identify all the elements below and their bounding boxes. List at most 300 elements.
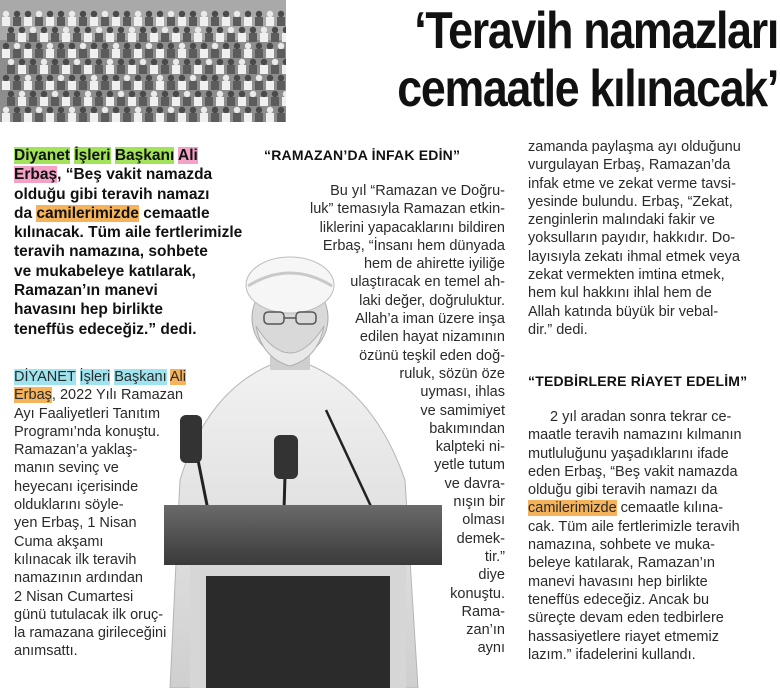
col2-line-23: konuştu. — [450, 585, 505, 602]
crowd-figure-body — [150, 97, 158, 106]
crowd-figure-body — [106, 65, 114, 74]
crowd-figure-body — [123, 49, 131, 58]
crowd-figure — [113, 75, 119, 81]
crowd-figure — [245, 11, 251, 17]
crowd-figure — [162, 27, 168, 33]
col1-line-12: günü tutulacak ilk oruç- — [14, 606, 164, 623]
col1-line-8: Cuma akşamı — [14, 533, 104, 550]
col3-bottom-line-5: olduğu gibi teravih namazı da — [528, 482, 718, 499]
crowd-figure-body — [277, 49, 285, 58]
lead-word-baskani: Başkanı — [114, 147, 175, 164]
col2-line-19: olması — [462, 512, 505, 529]
crowd-figure-body — [282, 97, 286, 106]
crowd-figure — [85, 91, 91, 97]
crowd-figure-body — [194, 65, 202, 74]
crowd-figure — [140, 59, 146, 65]
crowd-figure — [261, 91, 267, 97]
crowd-figure — [278, 43, 284, 49]
crowd-figure-body — [46, 17, 54, 26]
crowd-figure — [135, 107, 141, 113]
col2-subhead: “RAMAZAN’DA İNFAK EDİN” — [264, 147, 461, 163]
col2-line-20: demek- — [456, 530, 505, 547]
crowd-figure — [124, 107, 130, 113]
crowd-figure-body — [13, 113, 21, 122]
crowd-figure-body — [277, 81, 285, 90]
crowd-figure — [47, 11, 53, 17]
crowd-figure-body — [238, 97, 246, 106]
crowd-figure-body — [200, 81, 208, 90]
col1-line-4: manın sevinç ve — [14, 460, 119, 477]
crowd-figure-body — [222, 113, 230, 122]
crowd-figure — [272, 59, 278, 65]
col2-line-10: özünü teşkil eden doğ- — [359, 347, 505, 364]
col3-top-line-11: dir.” dedi. — [528, 321, 588, 338]
crowd-figure-body — [222, 17, 230, 26]
crowd-figure-body — [266, 17, 274, 26]
crowd-figure — [278, 107, 284, 113]
crowd-figure-body — [266, 113, 274, 122]
crowd-figure-body — [117, 97, 125, 106]
crowd-figure — [179, 43, 185, 49]
crowd-figure — [30, 91, 36, 97]
crowd-figure — [36, 43, 42, 49]
crowd-figure-body — [101, 113, 109, 122]
col3-top-line-9: hem kul hakkını ihlal hem de — [528, 285, 712, 302]
crowd-figure — [190, 75, 196, 81]
crowd-figure-body — [249, 97, 257, 106]
crowd-figure-body — [139, 33, 147, 42]
crowd-figure — [256, 75, 262, 81]
col3-top-line-5: zenginlerin malındaki fakir ve — [528, 212, 715, 229]
col3-top-line-7: layısıyla zekatı ihmal etmek veya — [528, 248, 740, 265]
crowd-figure — [206, 27, 212, 33]
crowd-figure-body — [123, 81, 131, 90]
lead-line-9: teneffüs edeceğiz.” dedi. — [14, 320, 197, 338]
crowd-figure-body — [189, 81, 197, 90]
crowd-figure-body — [255, 113, 263, 122]
crowd-figure — [206, 59, 212, 65]
crowd-figure — [96, 27, 102, 33]
crowd-figure-body — [128, 33, 136, 42]
crowd-figure-body — [68, 113, 76, 122]
crowd-figure — [41, 91, 47, 97]
crowd-figure — [124, 75, 130, 81]
crowd-figure — [85, 27, 91, 33]
crowd-figure — [179, 107, 185, 113]
crowd-figure-body — [271, 97, 279, 106]
crowd-figure — [245, 43, 251, 49]
crowd-figure-body — [178, 113, 186, 122]
crowd-figure — [173, 27, 179, 33]
crowd-figure-body — [222, 81, 230, 90]
col2-line-25: zan’ın — [466, 622, 505, 639]
crowd-figure-body — [35, 49, 43, 58]
crowd-figure — [168, 43, 174, 49]
crowd-figure-body — [29, 33, 37, 42]
crowd-figure-body — [35, 81, 43, 90]
crowd-figure-body — [13, 49, 21, 58]
col2-lines — [255, 182, 505, 658]
col3-highlight-camilerimizde: camilerimizde — [528, 500, 617, 517]
headline — [360, 2, 778, 118]
crowd-figure — [47, 75, 53, 81]
crowd-figure — [124, 43, 130, 49]
col2-line-14: bakımından — [429, 420, 505, 437]
crowd-figure — [245, 75, 251, 81]
crowd-figure-body — [189, 17, 197, 26]
crowd-figure-body — [106, 33, 114, 42]
crowd-figure-body — [117, 65, 125, 74]
crowd-figure — [135, 11, 141, 17]
crowd-figure — [168, 75, 174, 81]
crowd-figure — [102, 107, 108, 113]
crowd-figure-body — [244, 113, 252, 122]
crowd-figure — [184, 59, 190, 65]
crowd-figure-body — [90, 81, 98, 90]
crowd-figure-body — [260, 65, 268, 74]
crowd-figure-body — [57, 81, 65, 90]
crowd-figure-body — [2, 81, 10, 90]
crowd-figure-body — [68, 49, 76, 58]
crowd-figure — [113, 107, 119, 113]
crowd-figure — [212, 107, 218, 113]
col1-line-7: yen Erbaş, 1 Nisan — [14, 515, 137, 532]
lead-word-erbas: Erbaş — [14, 166, 58, 184]
crowd-figure-body — [128, 97, 136, 106]
crowd-figure-body — [90, 17, 98, 26]
col3-bottom-line-1: 2 yıl aradan sonra tekrar ce- — [550, 409, 732, 425]
crowd-figure-body — [167, 113, 175, 122]
crowd-figure-body — [95, 97, 103, 106]
crowd-figure-body — [172, 33, 180, 42]
col2-line-4: Erbaş, “İnsanı hem dünyada — [322, 237, 505, 254]
crowd-figure — [129, 27, 135, 33]
col3-bottom-line-b-8: lazım.” ifadelerini kullandı. — [528, 646, 696, 663]
crowd-figure-body — [271, 33, 279, 42]
crowd-figure — [25, 43, 31, 49]
crowd-figure-body — [112, 17, 120, 26]
crowd-figure — [190, 43, 196, 49]
crowd-figure — [190, 107, 196, 113]
column-3-bottom — [528, 408, 768, 664]
crowd-figure-body — [134, 17, 142, 26]
col3-bottom-line-4: eden Erbaş, “Beş vakit namazda — [528, 463, 738, 480]
crowd-figure — [217, 27, 223, 33]
crowd-figure — [140, 91, 146, 97]
crowd-figure — [69, 43, 75, 49]
crowd-figure-body — [233, 17, 241, 26]
crowd-figure-body — [156, 113, 164, 122]
crowd-figure-body — [211, 81, 219, 90]
crowd-figure — [14, 11, 20, 17]
crowd-figure — [14, 43, 20, 49]
crowd-figure — [14, 75, 20, 81]
crowd-figure-body — [244, 49, 252, 58]
crowd-figure — [223, 11, 229, 17]
crowd-figure-body — [112, 81, 120, 90]
crowd-figure — [96, 91, 102, 97]
crowd-figure — [91, 11, 97, 17]
crowd-figure-body — [183, 65, 191, 74]
crowd-figure — [168, 107, 174, 113]
col1-word-ali: Ali — [169, 369, 186, 385]
crowd-figure-body — [24, 81, 32, 90]
crowd-figure — [107, 27, 113, 33]
crowd-figure-body — [145, 81, 153, 90]
col3-highlight-rest: cemaatle kılına- — [616, 500, 724, 517]
crowd-figure — [102, 75, 108, 81]
col2-line-18: nışın bir — [453, 494, 505, 511]
col2-line-2: luk” temasıyla Ramazan etkin- — [309, 201, 505, 218]
crowd-figure — [151, 27, 157, 33]
crowd-figure-body — [277, 113, 285, 122]
crowd-figure-body — [90, 113, 98, 122]
crowd-figure — [118, 59, 124, 65]
col3-bottom-line-b-4: manevi havasını hep birlikte — [528, 573, 708, 590]
col2-line-16: yetle tutum — [434, 457, 505, 474]
col2-line-5: hem de ahirette iyiliğe — [363, 256, 505, 273]
crowd-figure — [267, 107, 273, 113]
crowd-figure — [3, 43, 9, 49]
crowd-figure-body — [73, 33, 81, 42]
crowd-figure-body — [156, 81, 164, 90]
crowd-figure — [41, 59, 47, 65]
crowd-figure-body — [79, 81, 87, 90]
crowd-figure — [8, 91, 14, 97]
crowd-figure — [52, 91, 58, 97]
crowd-figure — [234, 75, 240, 81]
crowd-figure-body — [46, 113, 54, 122]
crowd-figure-body — [57, 113, 65, 122]
crowd-figure-body — [211, 49, 219, 58]
crowd-figure-body — [18, 65, 26, 74]
crowd-figure-body — [123, 17, 131, 26]
crowd-figure — [256, 11, 262, 17]
col3-bottom-lines-2 — [528, 518, 768, 664]
crowd-figure-body — [200, 17, 208, 26]
crowd-figure-body — [200, 49, 208, 58]
col2-line-6: ulaştıracak en temel ah- — [350, 274, 505, 291]
crowd-figure-body — [244, 81, 252, 90]
crowd-figure-body — [2, 113, 10, 122]
crowd-figure-body — [255, 17, 263, 26]
crowd-figure-body — [139, 97, 147, 106]
crowd-figure-body — [40, 33, 48, 42]
crowd-figure-body — [35, 17, 43, 26]
crowd-figure — [74, 91, 80, 97]
crowd-illustration — [0, 0, 286, 122]
crowd-figure-body — [51, 65, 59, 74]
crowd-figure-body — [205, 97, 213, 106]
crowd-figure-body — [112, 113, 120, 122]
crowd-figure-body — [51, 97, 59, 106]
crowd-figure — [19, 59, 25, 65]
crowd-figure — [272, 27, 278, 33]
crowd-figure-body — [7, 97, 15, 106]
crowd-figure-body — [200, 113, 208, 122]
crowd-figure — [36, 75, 42, 81]
crowd-figure-body — [7, 65, 15, 74]
crowd-figure-body — [68, 17, 76, 26]
col3-top-line-6: yoksulların payıdır, hakkıdır. Do- — [528, 230, 736, 247]
crowd-figure-body — [145, 17, 153, 26]
crowd-figure — [25, 107, 31, 113]
crowd-figure-body — [260, 97, 268, 106]
crowd-figure — [267, 11, 273, 17]
crowd-figure-body — [106, 97, 114, 106]
crowd-figure — [41, 27, 47, 33]
crowd-figure — [195, 59, 201, 65]
crowd-figure — [74, 27, 80, 33]
crowd-figure — [228, 27, 234, 33]
crowd-figure — [184, 27, 190, 33]
col2-line-12: uyması, ihlas — [420, 384, 505, 401]
crowd-figure — [151, 59, 157, 65]
headline-line-1: ‘Teravih namazları — [414, 2, 778, 60]
crowd-figure-body — [167, 81, 175, 90]
lead-line-3c: cemaatle — [138, 204, 210, 222]
col1-word-diyanet: DİYANET — [14, 369, 76, 385]
crowd-figure-body — [62, 97, 70, 106]
crowd-figure-body — [40, 65, 48, 74]
crowd-figure-body — [205, 33, 213, 42]
crowd-figure-body — [211, 17, 219, 26]
crowd-figure-body — [205, 65, 213, 74]
crowd-figure — [267, 43, 273, 49]
crowd-figure-body — [145, 113, 153, 122]
crowd-figure — [63, 27, 69, 33]
crowd-figure — [223, 75, 229, 81]
crowd-figure — [179, 11, 185, 17]
crowd-figure-body — [211, 113, 219, 122]
crowd-figure-body — [238, 65, 246, 74]
col2-line-22: diye — [478, 567, 505, 584]
crowd-figure — [168, 11, 174, 17]
crowd-figure — [129, 59, 135, 65]
crowd-figure-body — [178, 81, 186, 90]
crowd-figure — [69, 107, 75, 113]
crowd-figure — [91, 75, 97, 81]
crowd-figure-body — [95, 33, 103, 42]
crowd-figure-body — [172, 97, 180, 106]
crowd-figure-body — [227, 65, 235, 74]
crowd-figure-body — [244, 17, 252, 26]
crowd-figure-body — [189, 113, 197, 122]
crowd-figure — [85, 59, 91, 65]
crowd-figure-body — [227, 97, 235, 106]
col3-bottom-line-b-5: teneffüs edeceğiz. Ancak bu — [528, 591, 710, 608]
crowd-figure-body — [161, 65, 169, 74]
crowd-figure-body — [238, 33, 246, 42]
crowd-figure — [146, 43, 152, 49]
crowd-figure — [8, 27, 14, 33]
crowd-figure — [118, 27, 124, 33]
crowd-figure — [107, 91, 113, 97]
col1-line-13: la ramazana girileceğini — [14, 625, 167, 642]
crowd-figure — [245, 107, 251, 113]
crowd-figure — [217, 91, 223, 97]
crowd-figure-body — [112, 49, 120, 58]
col1-line-1: Ayı Faaliyetleri Tanıtım — [14, 405, 161, 422]
col1-line-5: heyecanı içerisinde — [14, 478, 139, 495]
lead-line-7: Ramazan’ın manevi — [14, 282, 158, 300]
crowd-figure — [58, 107, 64, 113]
crowd-figure — [36, 11, 42, 17]
col1-line-3: Ramazan’a yaklaş- — [14, 442, 138, 459]
column-3-top — [528, 138, 768, 339]
col3-bottom-line-b-1: cak. Tüm aile fertlerimizle teravih — [528, 518, 740, 535]
crowd-figure-body — [13, 17, 21, 26]
crowd-figure — [267, 75, 273, 81]
crowd-figure-body — [7, 33, 15, 42]
crowd-figure-body — [249, 65, 257, 74]
lead-highlight-camilerimizde: camilerimizde — [36, 204, 139, 222]
crowd-figure-body — [46, 81, 54, 90]
crowd-figure-body — [18, 33, 26, 42]
crowd-figure — [179, 75, 185, 81]
crowd-figure — [234, 11, 240, 17]
crowd-figure-body — [194, 33, 202, 42]
col3-top-line-1: zamanda paylaşma ayı olduğunu — [528, 139, 741, 155]
crowd-figure-body — [134, 49, 142, 58]
crowd-figure — [201, 75, 207, 81]
crowd-figure — [69, 75, 75, 81]
crowd-figure-body — [84, 33, 92, 42]
crowd-figure — [184, 91, 190, 97]
col3-top-line-3: infak etme ve zekat verme tavsi- — [528, 175, 736, 192]
crowd-figure-body — [139, 65, 147, 74]
col3-bottom-line-b-6: süreçte devam eden tedbirlere — [528, 610, 724, 627]
crowd-figure — [223, 43, 229, 49]
crowd-figure-body — [128, 65, 136, 74]
col2-line-17: ve davra- — [444, 475, 505, 492]
crowd-figure-body — [161, 97, 169, 106]
crowd-figure-body — [123, 113, 131, 122]
crowd-figure-body — [79, 113, 87, 122]
crowd-figure-body — [24, 17, 32, 26]
crowd-figure — [223, 107, 229, 113]
crowd-figure-body — [167, 49, 175, 58]
col3-bottom-line-3: mutluluğunu yaşadıklarını ifade — [528, 445, 729, 462]
col2-line-8: Allah’a iman üzere inşa — [355, 311, 505, 328]
crowd-figure-body — [167, 17, 175, 26]
crowd-figure — [80, 11, 86, 17]
crowd-figure-body — [84, 65, 92, 74]
crowd-figure — [278, 11, 284, 17]
col2-line-13: ve samimiyet — [420, 402, 505, 419]
crowd-figure-body — [134, 81, 142, 90]
crowd-figure — [58, 43, 64, 49]
crowd-figure — [113, 11, 119, 17]
crowd-figure — [113, 43, 119, 49]
crowd-figure — [25, 11, 31, 17]
crowd-figure-body — [156, 17, 164, 26]
col1-line-10: namazının ardından — [14, 570, 143, 587]
crowd-figure-body — [277, 17, 285, 26]
crowd-figure — [91, 43, 97, 49]
crowd-figure-body — [178, 49, 186, 58]
crowd-figure — [146, 75, 152, 81]
crowd-figure — [261, 59, 267, 65]
crowd-figure — [135, 43, 141, 49]
crowd-figure — [250, 27, 256, 33]
crowd-figure-body — [117, 33, 125, 42]
lead-word-diyanet: Diyanet — [14, 147, 70, 164]
crowd-figure — [157, 11, 163, 17]
lead-line-6: ve mukabeleye katılarak, — [14, 262, 196, 280]
crowd-figure — [19, 27, 25, 33]
col2-line-11: ruluk, sözün öze — [399, 365, 505, 382]
